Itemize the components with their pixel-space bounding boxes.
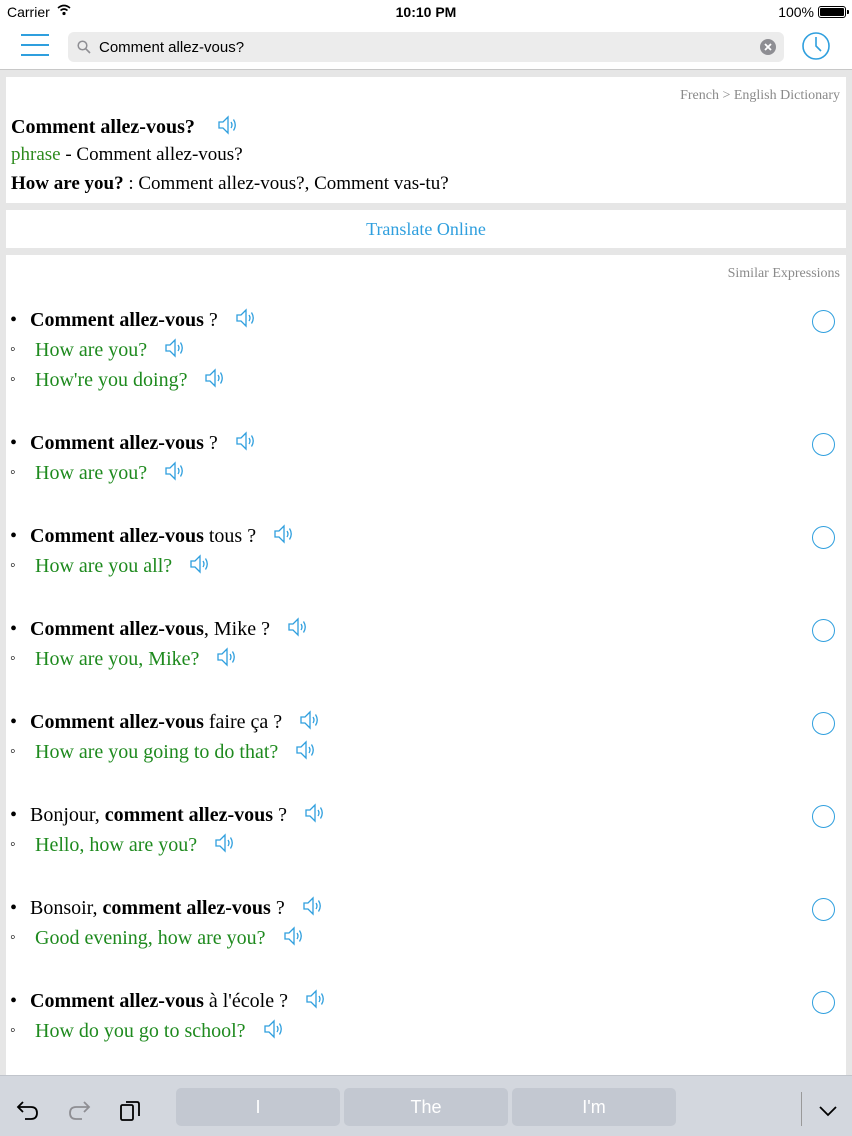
speaker-icon[interactable]: [282, 925, 306, 947]
select-radio[interactable]: [812, 991, 835, 1014]
expression-french: [10, 616, 310, 641]
part-of-speech: phrase: [11, 144, 61, 165]
similar-expressions-label: Similar Expressions: [727, 266, 840, 281]
clock: 10:10 PM: [395, 4, 457, 20]
expression-translation: [10, 739, 318, 764]
chevron-down-icon[interactable]: [815, 1098, 841, 1122]
expression-bold: Comment allez-vous: [30, 618, 204, 640]
expression-bold: comment allez-vous: [102, 897, 271, 919]
expression-post: faire ça ?: [203, 711, 283, 733]
expression-post: , Mike ?: [203, 618, 270, 640]
search-bar: [68, 32, 784, 62]
translate-online-link[interactable]: Translate Online: [366, 219, 486, 239]
status-bar: [0, 0, 852, 24]
navigation-bar: [0, 24, 852, 70]
select-radio[interactable]: [812, 526, 835, 549]
dictionary-source-label: French > English Dictionary: [680, 88, 840, 103]
expression-bold: Comment allez-vous: [30, 525, 204, 547]
expression-post: à l'école ?: [203, 990, 288, 1012]
expression-bold: comment allez-vous: [104, 804, 274, 826]
speaker-icon[interactable]: [163, 337, 187, 359]
hamburger-menu-icon[interactable]: [21, 34, 49, 56]
definition-card: [6, 77, 846, 203]
keyboard-divider: [801, 1092, 802, 1126]
expression-translation: [10, 925, 306, 950]
expression-translation: [10, 1018, 286, 1043]
translation-text: How're you doing?: [35, 369, 188, 391]
expression-french: [10, 307, 258, 332]
expression-post: ?: [273, 804, 287, 826]
expression-post: ?: [270, 897, 285, 919]
headword: [11, 114, 240, 139]
keyboard-shortcut-bar: [0, 1075, 852, 1136]
expression-translation: [10, 832, 237, 857]
select-radio[interactable]: [812, 898, 835, 921]
expression-french: [10, 430, 258, 455]
expression-translation: [10, 646, 239, 671]
carrier-label: Carrier: [7, 4, 50, 20]
translation-text: How are you?: [35, 339, 148, 361]
select-radio[interactable]: [812, 433, 835, 456]
similar-expressions-card: [6, 255, 846, 1075]
speaker-icon[interactable]: [216, 114, 240, 136]
expression-bold: Comment allez-vous: [30, 990, 204, 1012]
battery-percentage: 100%: [778, 4, 814, 20]
speaker-icon[interactable]: [301, 895, 325, 917]
expression-translation: [10, 367, 227, 392]
expression-bold: Comment allez-vous: [30, 711, 204, 733]
translation-text: Good evening, how are you?: [35, 927, 266, 949]
expression-translation: [10, 553, 212, 578]
suggestion-3[interactable]: I'm: [512, 1088, 676, 1126]
suggestion-2[interactable]: The: [344, 1088, 508, 1126]
expression-french: [10, 802, 327, 827]
speaker-icon[interactable]: [303, 802, 327, 824]
search-input[interactable]: [99, 32, 739, 62]
speaker-icon[interactable]: [286, 616, 310, 638]
speaker-icon[interactable]: [213, 832, 237, 854]
translation-rest: : Comment allez-vous?, Comment vas-tu?: [123, 173, 449, 194]
translation-text: How are you, Mike?: [35, 648, 200, 670]
undo-icon[interactable]: [15, 1098, 41, 1122]
expression-post: ?: [203, 309, 218, 331]
paste-icon[interactable]: [117, 1098, 143, 1122]
part-of-speech-text: - Comment allez-vous?: [60, 144, 243, 165]
expression-translation: [10, 460, 187, 485]
translate-online-card[interactable]: [6, 210, 846, 248]
speaker-icon[interactable]: [188, 553, 212, 575]
translation-text: How are you all?: [35, 555, 173, 577]
expression-french: [10, 523, 296, 548]
speaker-icon[interactable]: [298, 709, 322, 731]
translation-bold: How are you?: [11, 173, 124, 194]
part-of-speech-line: [11, 144, 243, 166]
translation-text: How do you go to school?: [35, 1020, 246, 1042]
clear-search-icon[interactable]: [760, 39, 776, 55]
battery-icon: [818, 6, 846, 18]
select-radio[interactable]: [812, 619, 835, 642]
speaker-icon[interactable]: [262, 1018, 286, 1040]
translation-text: Hello, how are you?: [35, 834, 198, 856]
select-radio[interactable]: [812, 712, 835, 735]
expression-translation: [10, 337, 187, 362]
speaker-icon[interactable]: [234, 307, 258, 329]
expression-post: tous ?: [203, 525, 257, 547]
translation-line: [11, 173, 449, 195]
speaker-icon[interactable]: [294, 739, 318, 761]
redo-icon[interactable]: [66, 1098, 92, 1122]
speaker-icon[interactable]: [203, 367, 227, 389]
suggestion-1[interactable]: I: [176, 1088, 340, 1126]
translation-text: How are you going to do that?: [35, 741, 279, 763]
search-icon: [77, 40, 91, 54]
speaker-icon[interactable]: [163, 460, 187, 482]
expression-bold: Comment allez-vous: [30, 432, 204, 454]
expression-post: ?: [203, 432, 218, 454]
expression-bold: Comment allez-vous: [30, 309, 204, 331]
expression-french: [10, 709, 322, 734]
select-radio[interactable]: [812, 805, 835, 828]
select-radio[interactable]: [812, 310, 835, 333]
headword-text: Comment allez-vous?: [11, 116, 195, 138]
expression-french: [10, 895, 325, 920]
translation-text: How are you?: [35, 462, 148, 484]
expression-french: [10, 988, 328, 1013]
speaker-icon[interactable]: [234, 430, 258, 452]
speaker-icon[interactable]: [304, 988, 328, 1010]
expression-pre: Bonsoir,: [30, 897, 103, 919]
speaker-icon[interactable]: [272, 523, 296, 545]
history-clock-icon[interactable]: [801, 31, 831, 61]
speaker-icon[interactable]: [215, 646, 239, 668]
expression-pre: Bonjour,: [30, 804, 105, 826]
